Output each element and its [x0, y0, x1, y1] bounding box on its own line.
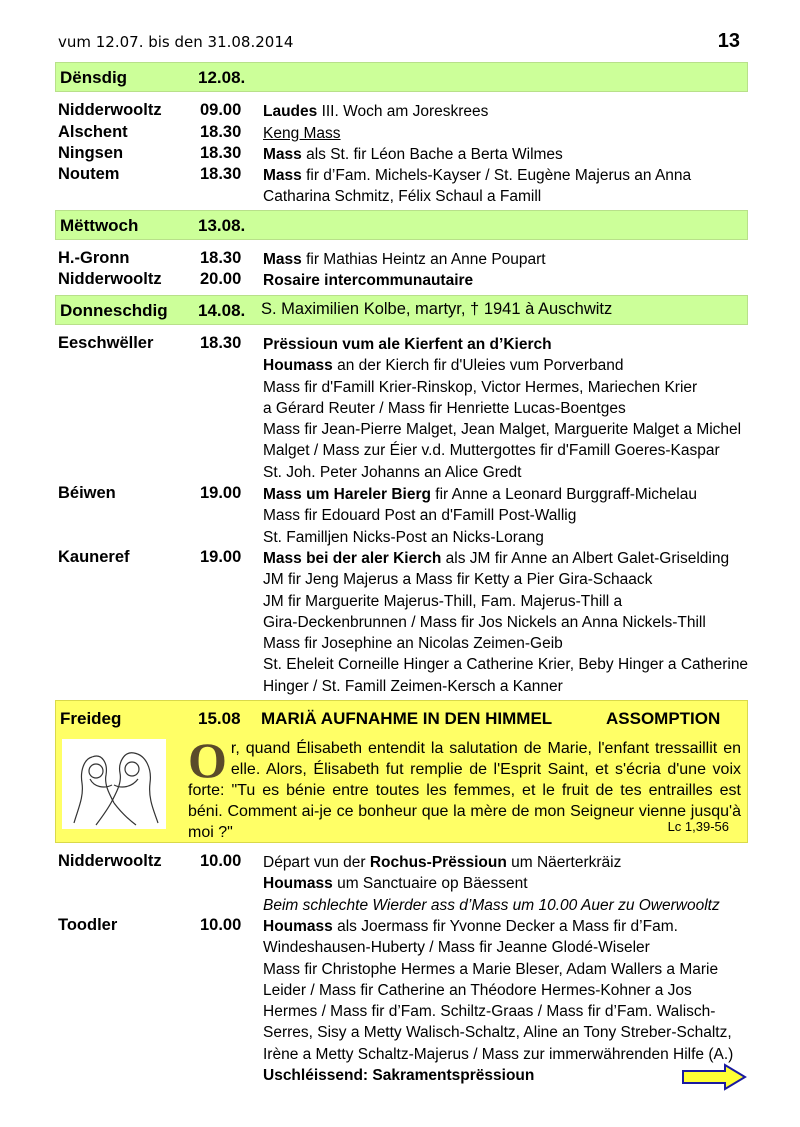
day-name: Mëttwoch	[60, 216, 139, 235]
day-band-tuesday	[55, 62, 748, 92]
time: 18.30	[200, 249, 242, 267]
place: Noutem	[58, 165, 120, 183]
next-page-arrow-icon[interactable]	[681, 1063, 747, 1096]
time: 09.00	[200, 101, 242, 119]
time: 18.30	[200, 165, 242, 183]
place: Nidderwooltz	[58, 101, 162, 119]
time: 18.30	[200, 123, 242, 141]
day-name: Donneschdig	[60, 301, 168, 320]
time: 18.30	[200, 334, 242, 352]
day-date: 14.08.	[198, 301, 246, 320]
bible-reference: Lc 1,39-56	[667, 819, 729, 834]
entry-text: Houmass als Joermass fir Yvonne Decker a Mass fir d’Fam. Windeshausen-Huberty / Mass fir Jeanne Glodé-Wiseler Mass fir Christophe Hermes a Marie Bleser, Adam Wallers a Marie Leider / Mass fir Catherine an Théodore Hermes-Kohner a Jos Hermes / Mass fir d’Fam. Schiltz-Graas / Mass fir d’Fam. Walisch- Serres, Sisy a Metty Walisch-Schaltz, Aline an Tony Streber-Schaltz, Irène a Metty Schaltz-Majerus / Mass zur immerwährenden Hilfe (A.) Uschléissend: Sakramentsprëssioun	[263, 918, 734, 1085]
place: Nidderwooltz	[58, 852, 162, 870]
place: Béiwen	[58, 484, 116, 502]
place: Ningsen	[58, 144, 124, 162]
day-name: Dënsdig	[60, 68, 128, 87]
day-band-wednesday	[55, 210, 748, 240]
saint-note: S. Maximilien Kolbe, martyr, † 1941 à Auschwitz	[261, 300, 613, 318]
entry-text: Prëssioun vum ale Kierfent an d’Kierch Houmass an der Kierch fir d'Uleies vum Porverband Mass fir d'Famill Krier-Rinskop, Victor Hermes, Mariechen Krier a Gérard Reuter / Mass fir Henriette Lucas-Boentges Mass fir Jean-Pierre Malget, Jean Malget, Marguerite Malget a Michel Malget / Mass zur Éier v.d. Muttergottes fir d'Famill Goeres-Kaspar St. Joh. Peter Johanns an Alice Gredt	[263, 336, 742, 481]
time: 19.00	[200, 548, 242, 566]
entry-text: Keng Mass	[263, 125, 341, 142]
place: Toodler	[58, 916, 118, 934]
entry-text: Rosaire intercommunautaire	[263, 272, 474, 289]
time: 19.00	[200, 484, 242, 502]
place: Alschent	[58, 123, 128, 141]
drop-cap: O	[188, 732, 227, 788]
feast-title-french: ASSOMPTION	[606, 709, 721, 728]
entry-text: Mass als St. fir Léon Bache a Berta Wilmes	[263, 146, 563, 163]
visitation-drawing	[62, 739, 166, 829]
time: 20.00	[200, 270, 242, 288]
entry-text: Mass fir d’Fam. Michels-Kayser / St. Eugène Majerus an Anna Catharina Schmitz, Félix Schaul a Famill	[263, 167, 692, 206]
time: 10.00	[200, 852, 242, 870]
day-name: Freideg	[60, 709, 122, 728]
time: 18.30	[200, 144, 242, 162]
entry-text: Mass um Hareler Bierg fir Anne a Leonard Burggraff-Michelau Mass fir Edouard Post an d'Famill Post-Wallig St. Familljen Nicks-Post an Nicks-Lorang	[263, 486, 697, 546]
feast-title: MARIÄ AUFNAHME IN DEN HIMMEL	[261, 709, 553, 728]
entry-text: Départ vun der Rochus-Prëssioun um Näerterkräiz Houmass um Sanctuaire op Bäessent Beim schlechte Wierder ass d’Mass um 10.00 Auer zu Owerwooltz	[263, 854, 720, 914]
day-date: 15.08	[198, 709, 241, 728]
day-date: 13.08.	[198, 216, 246, 235]
feast-box-assumption	[55, 700, 748, 843]
entry-text: Mass bei der aler Kierch als JM fir Anne an Albert Galet-Griselding JM fir Jeng Majerus a Mass fir Ketty a Pier Gira-Schaack JM fir Marguerite Majerus-Thill, Fam. Majerus-Thill a Gira-Deckenbrunnen / Mass fir Jos Nickels an Anna Nickels-Thill Mass fir Josephine an Nicolas Zeimen-Geib St. Eheleit Corneille Hinger a Catherine Krier, Beby Hinger a Catherine Hinger / St. Famill Zeimen-Kersch a Kanner	[263, 550, 749, 695]
day-band-thursday	[55, 295, 748, 325]
place: H.-Gronn	[58, 249, 130, 267]
time: 10.00	[200, 916, 242, 934]
entry-text: Mass fir Mathias Heintz an Anne Poupart	[263, 251, 546, 268]
entry-text: Laudes III. Woch am Joreskrees	[263, 103, 489, 120]
place: Eeschwëller	[58, 334, 154, 352]
page-number: 13	[717, 30, 740, 52]
page-header-date-range: vum 12.07. bis den 31.08.2014	[58, 33, 294, 51]
place: Nidderwooltz	[58, 270, 162, 288]
place: Kauneref	[58, 548, 130, 566]
day-date: 12.08.	[198, 68, 246, 87]
gospel-quote: Or, quand Élisabeth entendit la salutation de Marie, l'enfant tressaillit en elle. Alors, Élisabeth fut remplie de l'Esprit Saint, et s'écria d'une voix forte: "Tu es bénie entre toutes les femmes, et le fruit de tes entrailles est béni. Comment ai-je ce bonheur que la mère de mon Seigneur vienne jusqu'à moi ?"	[188, 732, 741, 841]
